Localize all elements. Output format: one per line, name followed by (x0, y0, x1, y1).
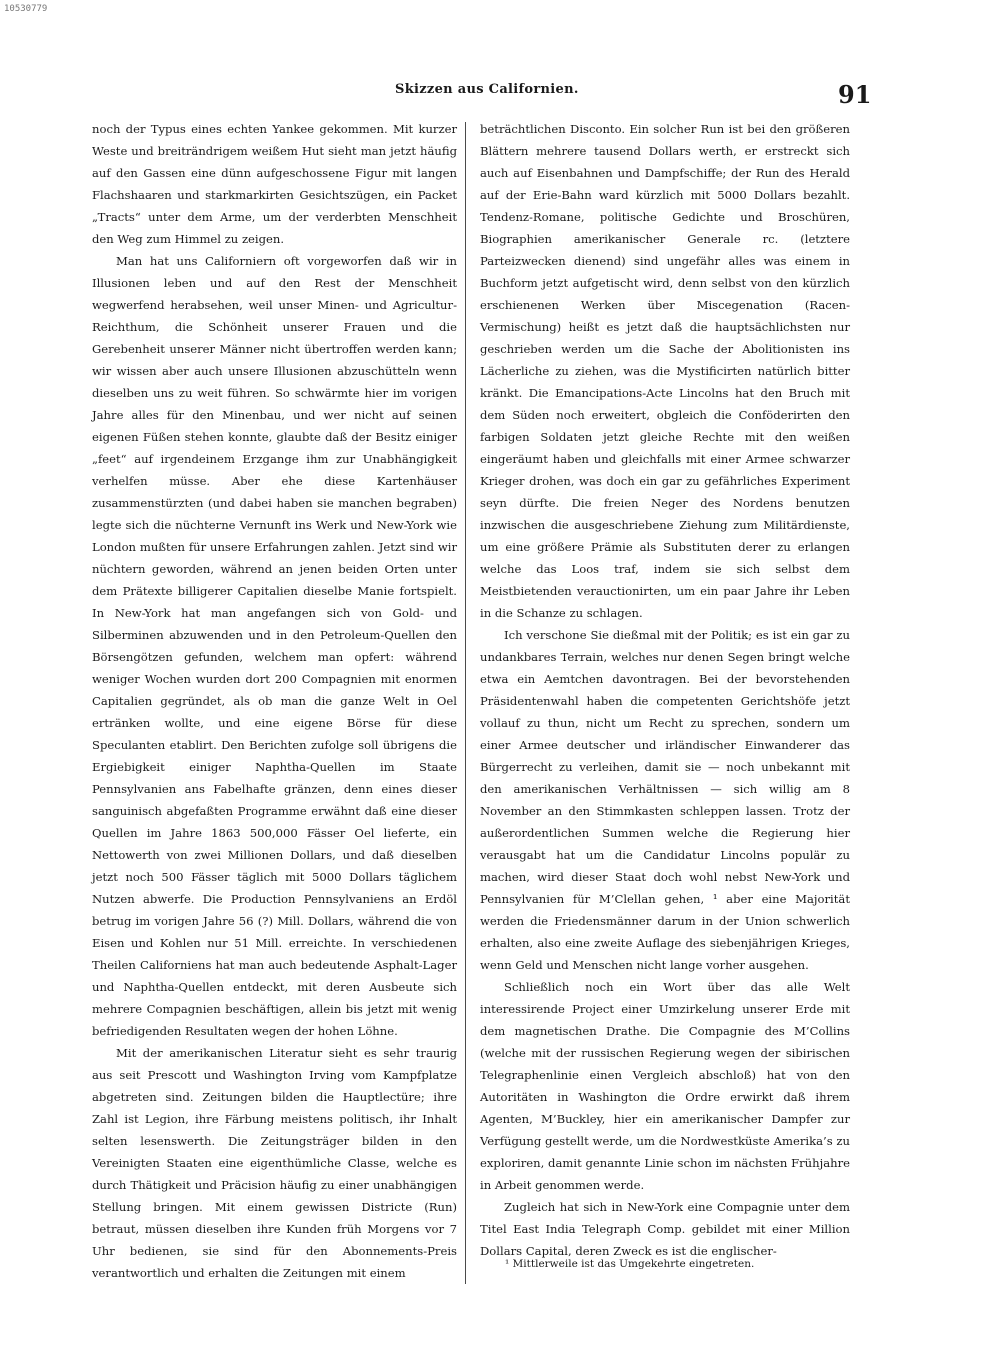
paragraph: Schließlich noch ein Wort über das alle Welt interessirende Project einer Umzirkelung unserer Erde mit dem magnetischen Drathe. Die Compagnie des M’Collins (welche mit der russischen Regierung wegen der sibirischen Telegraphenlinie einen Vergleich abschloß) hat von den Autoritäten in Washington die Ordre erwirkt daß ihrem Agenten, M’Buckley, hier ein amerikanischer Dampfer zur Verfügung gestellt werde, um die Nordwestküste Amerika’s zu exploriren, damit genannte Linie schon im nächsten Frühjahre in Arbeit genommen werde. (480, 980, 850, 1192)
paragraph: Ich verschone Sie dießmal mit der Politik; es ist ein gar zu undankbares Terrain, welches nur denen Segen bringt welche etwa ein Aemtchen davontragen. Bei der bevorstehenden Präsidentenwahl haben die competenten Gerichtshöfe jetzt vollauf zu thun, nicht um Recht zu sprechen, sondern um einer Armee deutscher und irländischer Einwanderer das Bürgerrecht zu verleihen, damit sie — noch unbekannt mit den amerikanischen Verhältnissen — sich willig am 8 November an den Stimmkasten schleppen lassen. Trotz der außerordentlichen Summen welche die Regierung hier verausgabt hat um die Candidatur Lincolns populär zu machen, wird dieser Staat doch wohl nebst New-York und Pennsylvanien für M’Clellan gehen, ¹ aber eine Majorität werden die Friedensmänner darum in der Union schwerlich erhalten, also eine zweite Auflage des siebenjährigen Krieges, wenn Geld und Menschen nicht lange vorher ausgehen. (480, 628, 850, 972)
column-divider (465, 122, 466, 1284)
right-column (480, 118, 850, 1262)
footnote: ¹ Mittlerweile ist das Umgekehrte eingetreten. (505, 1258, 755, 1270)
paragraph: Man hat uns Californiern oft vorgeworfen daß wir in Illusionen leben und auf den Rest der Menschheit wegwerfend herabsehen, weil unser Minen- und Agricultur-Reichthum, die Schönheit unserer Frauen und die Gerebenheit unserer Männer nicht übertroffen werden kann; wir wissen aber auch unsere Illusionen abzuschütteln wenn dieselben uns zu weit führen. So schwärmte hier im vorigen Jahre alles für den Minenbau, und wer nicht auf seinen eigenen Füßen stehen konnte, glaubte daß der Besitz einiger „feet“ auf irgendeinem Erzgange ihm zur Unabhängigkeit verhelfen müsse. Aber ehe diese Kartenhäuser zusammenstürzten (und dabei haben sie manchen begraben) legte sich die nüchterne Vernunft ins Werk und New-York wie London mußten für unsere Erfahrungen zahlen. Jetzt sind wir nüchtern geworden, während an jenen beiden Orten unter dem Prätexte billigerer Capitalien dieselbe Manie fortspielt. In New-York hat man angefangen sich von Gold- und Silberminen abzuwenden und in den Petroleum-Quellen den Börsengötzen gefunden, welchem man opfert: während weniger Wochen wurden dort 200 Compagnien mit enormen Capitalien gegründet, als ob man die ganze Welt in Oel ertränken wollte, und eine eigene Börse für diese Speculanten etablirt. Den Berichten zufolge soll übrigens die Ergiebigkeit einiger Naphtha-Quellen im Staate Pennsylvanien ans Fabelhafte gränzen, denn eines dieser sanguinisch abgefaßten Programme erwähnt daß eine dieser Quellen im Jahre 1863 500,000 Fässer Oel lieferte, ein Nettowerth von zwei Millionen Dollars, und daß dieselben jetzt noch 500 Fässer täglich mit 5000 Dollars täglichem Nutzen abwerfe. Die Production Pennsylvaniens an Erdöl betrug im vorigen Jahre 56 (?) Mill. Dollars, während die von Eisen und Kohlen nur 51 Mill. erreichte. In verschiedenen Theilen Californiens hat man auch bedeutende Asphalt-Lager und Naphtha-Quellen entdeckt, mit deren Ausbeute sich mehrere Compagnien beschäftigen, allein bis jetzt mit wenig befriedigenden Resultaten wegen der hohen Löhne. (92, 254, 457, 1038)
paragraph: Mit der amerikanischen Literatur sieht es sehr traurig aus seit Prescott und Washington Irving vom Kampfplatze abgetreten sind. Zeitungen bilden die Hauptlectüre; ihre Zahl ist Legion, ihre Färbung meistens politisch, ihr Inhalt selten lesenswerth. Die Zeitungsträger bilden in den Vereinigten Staaten eine eigenthümliche Classe, welche es durch Thätigkeit und Präcision häufig zu einer unabhängigen Stellung bringen. Mit einem gewissen Districte (Run) betraut, müssen dieselben ihre Kunden früh Morgens vor 7 Uhr bedienen, sie sind für den Abonnements-Preis verantwortlich und erhalten die Zeitungen mit einem (92, 1046, 457, 1280)
paragraph: noch der Typus eines echten Yankee gekommen. Mit kurzer Weste und breiträndrigem weißem Hut sieht man jetzt häufig auf den Gassen eine dünn aufgeschossene Figur mit langen Flachshaaren und starkmarkirten Gesichtszügen, ein Packet „Tracts“ unter dem Arme, um der verderbten Menschheit den Weg zum Himmel zu zeigen. (92, 122, 457, 246)
paragraph: Zugleich hat sich in New-York eine Compagnie unter dem Titel East India Telegraph Comp. gebildet mit einer Million Dollars Capital, deren Zweck es ist die englischer- (480, 1200, 850, 1258)
scan-identifier: 10530779 (4, 4, 48, 14)
running-head: Skizzen aus Californien. (395, 82, 579, 97)
page-number: 91 (838, 80, 872, 109)
paragraph: beträchtlichen Disconto. Ein solcher Run ist bei den größeren Blättern mehrere tausend Dollars werth, er erstreckt sich auch auf Eisenbahnen und Dampfschiffe; der Run des Herald auf der Erie-Bahn ward kürzlich mit 5000 Dollars bezahlt. Tendenz-Romane, politische Gedichte und Broschüren, Biographien amerikanischer Generale rc. (letztere Parteizwecken dienend) sind ungefähr alles was einem in Buchform jetzt aufgetischt wird, denn selbst von den kürzlich erschienenen Werken über Miscegenation (Racen-Vermischung) heißt es jetzt daß die hauptsächlichsten nur geschrieben werden um die Sache der Abolitionisten ins Lächerliche zu ziehen, was die Mystificirten natürlich bitter kränkt. Die Emancipations-Acte Lincolns hat den Bruch mit dem Süden noch erweitert, obgleich die Conföderirten den farbigen Soldaten jetzt gleiche Rechte mit den weißen eingeräumt haben und gleichfalls mit einer Armee schwarzer Krieger drohen, was doch ein gar zu gefährliches Experiment seyn dürfte. Die freien Neger des Nordens benutzen inzwischen die ausgeschriebene Ziehung zum Militärdienste, um eine größere Prämie als Substituten derer zu erlangen welche das Loos traf, indem sie sich selbst dem Meistbietenden verauctionirten, um ein paar Jahre ihr Leben in die Schanze zu schlagen. (480, 122, 850, 620)
left-column (92, 118, 457, 1284)
